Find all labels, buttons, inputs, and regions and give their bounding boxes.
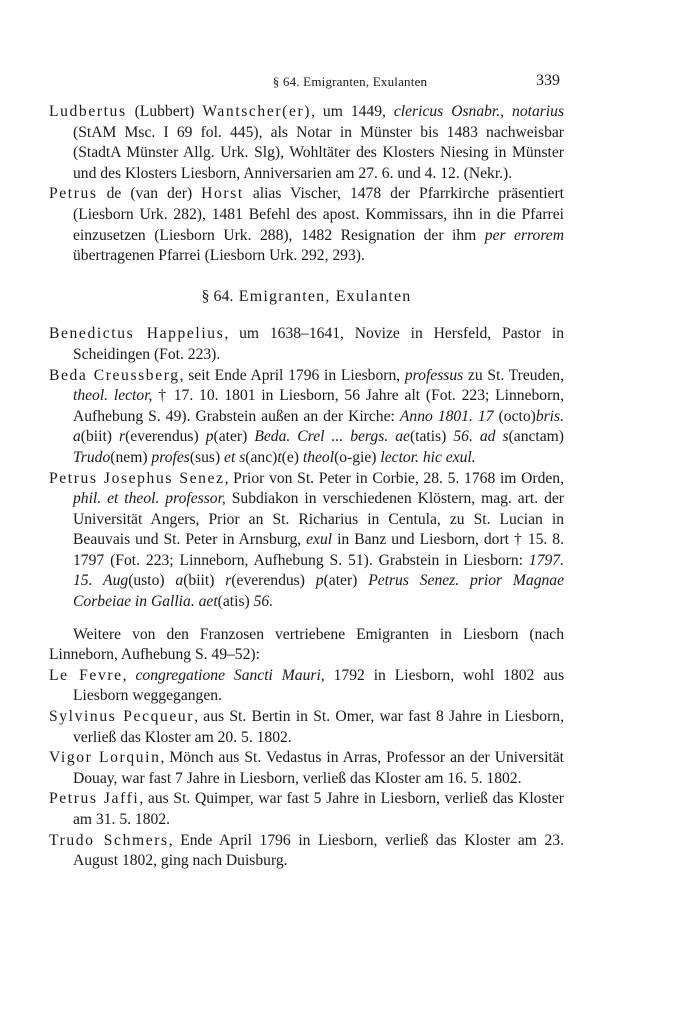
latin-text: a [175, 572, 184, 590]
entry-name: Benedictus Happelius [49, 325, 225, 343]
register-entry [49, 748, 564, 789]
section-heading [49, 287, 564, 308]
entry-text: (biit) [183, 572, 226, 590]
latin-text: et s [224, 448, 246, 466]
latin-text: 1797. 15. Aug [73, 551, 564, 590]
entry-text: (atis) [217, 593, 254, 611]
entry-text: 1792 in Liesborn, wohl 1802 aus Liesborn weggegangen. [73, 666, 565, 705]
entry-text: zu St. Treuden, [463, 366, 564, 384]
register-entry [49, 707, 564, 748]
entry-text: (anctam) [508, 428, 565, 446]
entry-text: (Lubbert) [126, 103, 203, 120]
entry-text: (everendus) [231, 572, 316, 590]
entry-text: (usto) [128, 572, 176, 590]
entry-name: Le Fevre [49, 666, 123, 684]
entry-name: Wantscher(er) [202, 103, 312, 120]
entry-text: (biit) [80, 428, 120, 446]
latin-text: phil. et theol. professor, [73, 490, 226, 508]
entry-text: de (van der) [97, 185, 202, 203]
entry-text: (ater) [213, 428, 255, 446]
latin-text: theol [302, 448, 335, 466]
latin-text: r [225, 572, 232, 590]
entries-bottom [49, 666, 564, 872]
latin-text: bris. a [73, 407, 564, 446]
entry-text: , aus St. Bertin in St. Omer, war fast 8 Jahre in Liesborn, verließ das Kloster am 20. 5. 1802. [73, 708, 564, 746]
entry-text: , aus St. Quimper, war fast 5 Jahre in Liesborn, verließ das Kloster am 31. 5. 1802. [73, 790, 564, 828]
latin-text: r [119, 428, 126, 446]
entry-text: Subdiakon in verschiedenen Klöstern, mag. art. der Universität Angers, Prior an St. Richarius in Centula, zu St. Lucian in Beauvais und St. Peter in Arnsburg, [73, 490, 564, 549]
entry-text: (e) [281, 448, 303, 466]
latin-text: 56. ad s [453, 428, 509, 446]
latin-text: theol. lector, [73, 387, 153, 405]
entries-top [49, 102, 564, 267]
entry-name: Sylvinus Pecqueur [49, 708, 195, 726]
page-header [0, 72, 700, 92]
entries-main [49, 324, 564, 612]
entry-text: (everendus) [125, 428, 206, 446]
entry-name: Petrus [49, 185, 98, 203]
entry-name: Petrus Jaffi [49, 790, 140, 808]
entry-name: Trudo Schmers [49, 831, 169, 849]
latin-text: exul [306, 531, 333, 549]
entry-text: , Ende April 1796 in Liesborn, verließ das Kloster am 23. August 1802, ging nach Duisburg. [73, 831, 564, 870]
entry-text: (o-gie) [334, 448, 381, 466]
latin-text: Anno 1801. 17 [399, 407, 494, 425]
entry-text: , [122, 666, 136, 684]
entry-text: in Banz und Liesborn, dort † 15. 8. 1797 (Fot. 223; Linneborn, Aufhebung S. 51). Grabstein in Liesborn: [73, 531, 564, 569]
page-body [49, 102, 564, 872]
entry-text: , Mönch aus St. Vedastus in Arras, Professor an der Universität Douay, war fast 7 Jahre in Liesborn, verließ das Kloster am 16. 5. 1802. [73, 749, 564, 787]
latin-text: profes [151, 448, 190, 466]
register-entry [49, 102, 564, 184]
latin-text: 56. [253, 593, 274, 611]
register-entry [49, 789, 564, 830]
entry-text: † 17. 10. 1801 in Liesborn, 56 Jahre alt (Fot. 223; Linneborn, Aufhebung S. 49). Grabstein außen an der Kirche: [73, 387, 564, 425]
entry-text: übertragenen Pfarrei (Liesborn Urk. 292, 293). [73, 247, 365, 265]
register-entry [49, 831, 564, 872]
entry-text: (sus) [189, 448, 225, 466]
section-symbol: § 64. [201, 287, 234, 305]
entry-text: (octo) [493, 407, 536, 425]
entry-text: , Prior von St. Peter in Corbie, 28. 5. 1768 im Orden, [224, 469, 564, 487]
register-entry [49, 184, 564, 266]
entry-text: , seit Ende April 1796 in Liesborn, [179, 366, 405, 384]
register-entry [49, 324, 564, 365]
section-title: Emigranten, Exulanten [238, 287, 412, 305]
register-entry [49, 469, 564, 613]
latin-text: Trudo [73, 448, 111, 466]
entry-text: , um 1638–1641, Novize in Hersfeld, Pastor in Scheidingen (Fot. 223). [73, 325, 564, 363]
running-head: § 64. Emigranten, Exulanten [272, 74, 428, 89]
entry-text: , um 1449, [311, 103, 394, 120]
entry-name: Beda Creussberg [49, 366, 180, 384]
latin-text: lector. hic exul. [380, 448, 476, 466]
entry-name: Vigor Lorquin [49, 749, 161, 767]
entry-text: (nem) [110, 448, 152, 466]
latin-text: Petrus Senez. prior Magnae Corbeiae in Gallia. aet [73, 572, 565, 611]
entry-text: alias Vischer, 1478 der Pfarrkirche präsentiert (Liesborn Urk. 282), 1481 Befehl des apost. Kommissars, ihn in die Pfarrei einzusetzen (Liesborn Urk. 288), 1482 Resignation der ihm [73, 185, 565, 244]
latin-text: p [315, 572, 324, 590]
latin-text: per errorem [484, 226, 564, 244]
latin-text: p [205, 428, 214, 446]
entry-text: (anc) [245, 448, 278, 466]
latin-text: professus [404, 366, 464, 384]
entry-name: Horst [201, 185, 244, 203]
latin-text: Beda. Crel ... bergs. ae [254, 428, 410, 446]
latin-text: clericus Osnabr., notarius [393, 103, 565, 120]
register-entry [49, 366, 564, 469]
entry-text: (ater) [323, 572, 369, 590]
entry-name: Ludbertus [49, 103, 127, 120]
page-number: 339 [536, 72, 560, 89]
latin-text: t [277, 448, 282, 466]
entry-text: (StAM Msc. I 69 fol. 445), als Notar in Münster bis 1483 nachweisbar (StadtA Münster Allg. Urk. Slg), Wohltäter des Klosters Niesing in Münster und des Klosters Liesborn, Anniversarien am 27. 6. und 4. 12. (Nekr.). [73, 123, 564, 182]
entry-text: (tatis) [409, 428, 454, 446]
intro-paragraph: Weitere von den Franzosen vertriebene Emigranten in Liesborn (nach Linneborn, Aufhebung S. 49–52): [49, 625, 564, 664]
entry-name: Petrus Josephus Senez [49, 469, 225, 487]
register-entry [49, 666, 564, 707]
latin-text: congregatione Sancti Mauri, [135, 666, 325, 684]
